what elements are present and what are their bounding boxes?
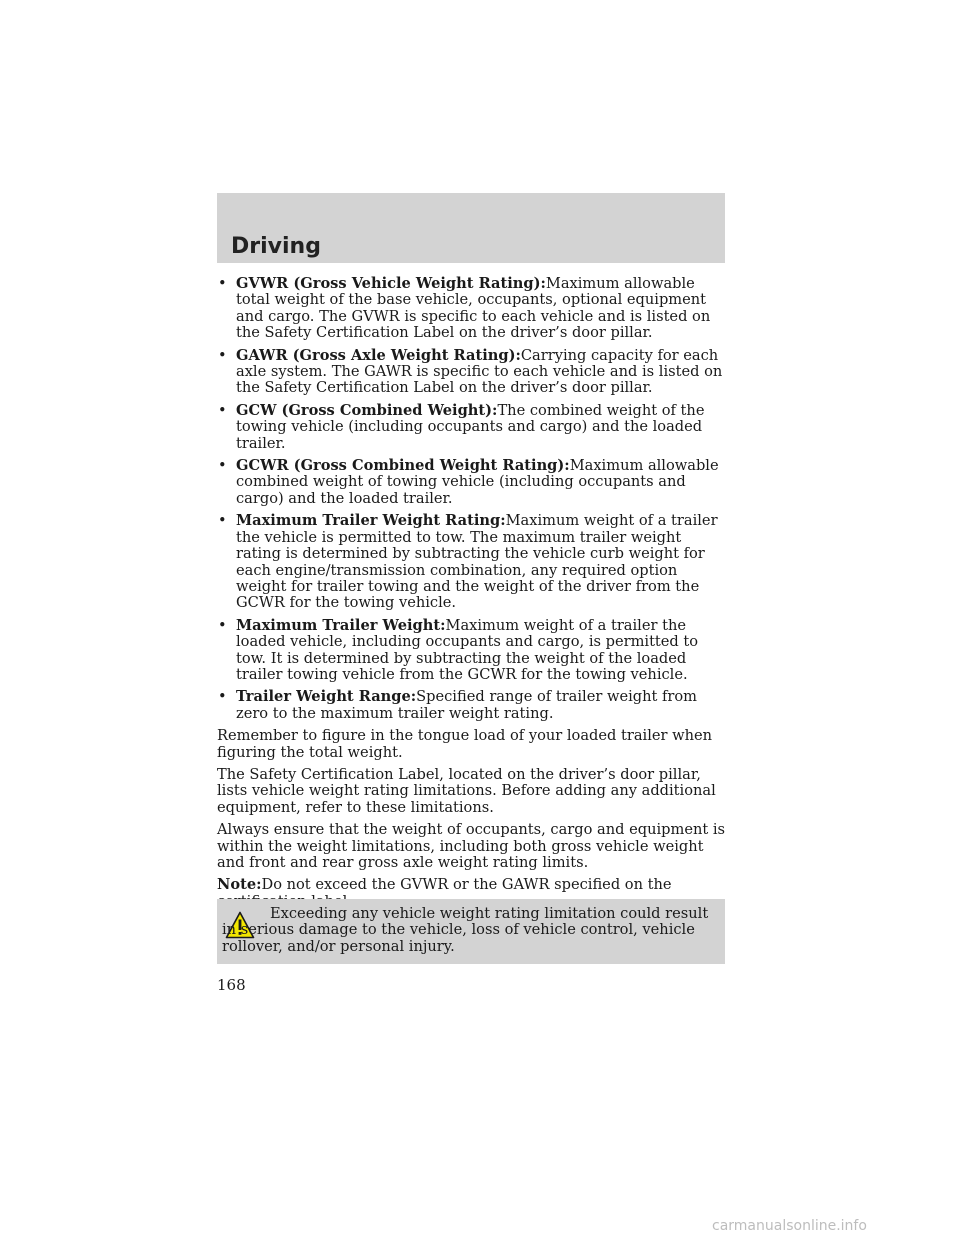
- note-text: Do not exceed the GVWR or the GAWR specified on the: [261, 876, 672, 894]
- definition-term: GCWR (Gross Combined Weight Rating):: [236, 457, 570, 475]
- bullet-icon: •: [218, 401, 227, 419]
- body-paragraph: Always ensure that the weight of occupants, cargo and equipment is within the weight limitations, including both gross vehicle weight and front and rear gross axle weight rating limits.: [217, 821, 726, 871]
- main-content: [217, 276, 729, 916]
- page-number: 168: [217, 976, 246, 994]
- definition-text: Specified range of trailer weight from zero to the maximum trailer weight rating.: [236, 688, 698, 722]
- section-header-band: [217, 193, 725, 263]
- definition-text: Carrying capacity for each axle system. The GAWR is specific to each vehicle and is listed on the Safety Certification Label on the driver’s door pillar.: [236, 346, 723, 397]
- definition-term: Maximum Trailer Weight:: [236, 616, 446, 634]
- definition-term: GVWR (Gross Vehicle Weight Rating):: [236, 275, 546, 292]
- warning-box: [217, 899, 725, 964]
- bullet-icon: •: [218, 275, 227, 292]
- bullet-icon: •: [218, 457, 227, 475]
- list-item: [217, 348, 729, 397]
- bullet-icon: •: [218, 688, 227, 706]
- definition-term: Trailer Weight Range:: [236, 688, 417, 706]
- definition-text: Maximum allowable total weight of the base vehicle, occupants, optional equipment and cargo. The GVWR is specific to each vehicle and is listed on the Safety Certification Label on the driver’s door pillar.: [236, 275, 711, 342]
- bullet-icon: •: [218, 346, 227, 364]
- body-paragraph: The Safety Certification Label, located on the driver’s door pillar, lists vehicle weight rating limitations. Before adding any additional equipment, refer to these limitations.: [217, 765, 716, 816]
- body-paragraph: Remember to figure in the tongue load of your loaded trailer when figuring the total weight.: [217, 727, 713, 761]
- definition-term: GCW (Gross Combined Weight):: [236, 401, 498, 419]
- list-item: [217, 276, 729, 342]
- list-item: [217, 458, 729, 507]
- note-label: Note:: [217, 876, 262, 894]
- list-item: [217, 513, 729, 611]
- list-item: [217, 618, 729, 684]
- definition-text: Maximum allowable combined weight of towing vehicle (including occupants and cargo) and the loaded trailer.: [236, 457, 719, 507]
- section-title: Driving: [231, 234, 321, 259]
- definition-term: Maximum Trailer Weight Rating:: [236, 512, 506, 530]
- bullet-icon: •: [218, 616, 227, 634]
- bullet-icon: •: [218, 512, 227, 530]
- definition-list: [217, 276, 729, 722]
- warning-text: Exceeding any vehicle weight rating limitation could result in serious damage to the vehicle, loss of vehicle control, vehicle rollover, and/or personal injury.: [222, 905, 709, 955]
- definition-text: Maximum weight of a trailer the loaded vehicle, including occupants and cargo, is permitted to tow. It is determined by subtracting the weight of the loaded trailer towing vehicle from the GCWR for the towing vehicle.: [236, 616, 699, 683]
- definition-term: GAWR (Gross Axle Weight Rating):: [236, 346, 521, 364]
- definition-text: The combined weight of the towing vehicle (including occupants and cargo) and the loaded trailer.: [236, 401, 705, 452]
- list-item: [217, 689, 729, 722]
- watermark: carmanualsonline.info: [712, 1218, 867, 1234]
- list-item: [217, 403, 729, 452]
- definition-text: Maximum weight of a trailer the vehicle is permitted to tow. The maximum trailer weight rating is determined by subtracting the vehicle curb weight for each engine/transmission combination, any required option weight for trailer towing and the weight of the driver from the GCWR for the towing vehicle.: [236, 512, 718, 612]
